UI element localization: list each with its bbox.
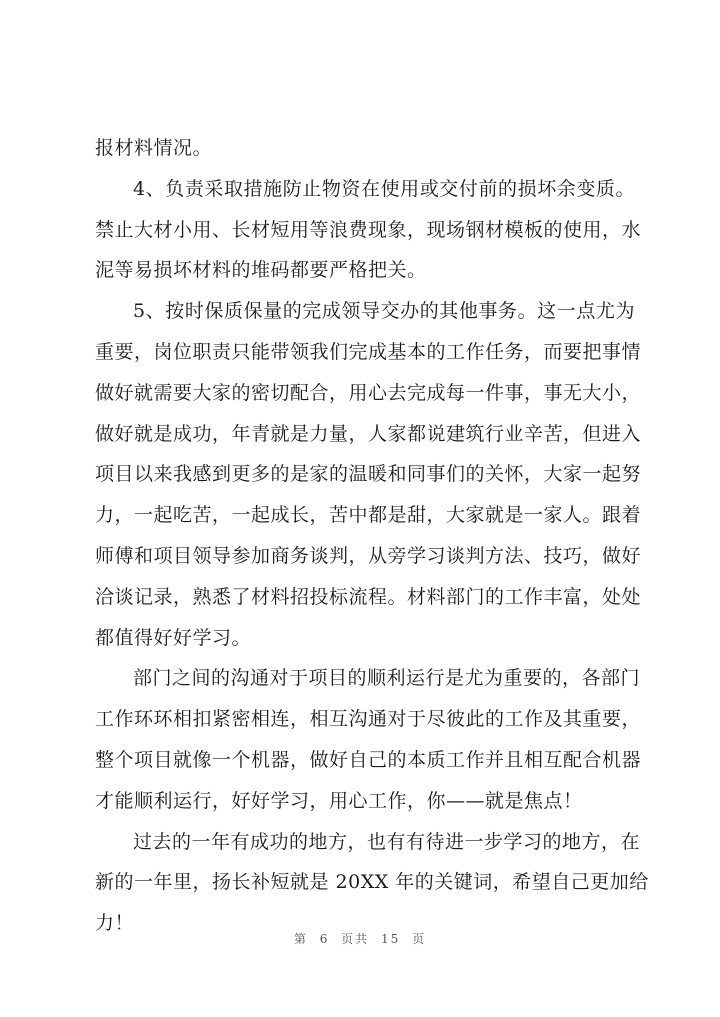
paragraph-line: 报材料情况。 [95,137,213,159]
paragraph-line: 新的一年里，扬长补短就是 20XX 年的关键词，希望自己更加给 [95,871,649,894]
paragraph-line: 工作环环相扣紧密相连，相互沟通对于尽彼此的工作及其重要， [95,708,642,731]
paragraph-line: 5、按时保质保量的完成领导交办的其他事务。这一点尤为 [133,300,635,323]
document-body [95,128,649,944]
paragraph-line: 做好就是成功，年青就是力量，人家都说建筑行业辛苦，但进入 [95,422,642,445]
paragraph-line: 禁止大材小用、长材短用等浪费现象，现场钢材模板的使用，水 [95,218,642,241]
paragraph [95,658,642,821]
paragraph [95,128,635,169]
footer-page-label: 页共 [341,932,370,946]
page-footer [0,930,720,947]
paragraph-line: 力，一起吃苦，一起成长，苦中都是甜，大家就是一家人。跟着 [95,504,642,527]
paragraph-line: 洽谈记录，熟悉了材料招投标流程。材料部门的工作丰富，处处 [95,585,642,608]
paragraph-line: 过去的一年有成功的地方，也有有待进一步学习的地方，在 [133,830,641,853]
footer-total-pages: 15 [381,932,401,946]
paragraph [95,822,649,944]
footer-current-page: 6 [319,932,330,946]
footer-prefix: 第 [293,932,308,946]
paragraph-line: 4、负责采取措施防止物资在使用或交付前的损坏余变质。 [133,177,635,200]
paragraph-line: 力！ [95,912,135,935]
paragraph-line: 都值得好好学习。 [95,626,252,649]
paragraph-line: 才能顺利运行，好好学习，用心工作，你——就是焦点！ [95,789,583,812]
paragraph-line: 泥等易损坏材料的堆码都要严格把关。 [95,259,427,282]
paragraph-line: 整个项目就像一个机器，做好自己的本质工作并且相互配合机器 [95,748,642,771]
paragraph [95,291,642,658]
paragraph-line: 部门之间的沟通对于项目的顺利运行是尤为重要的，各部门 [133,667,641,690]
paragraph [95,169,642,291]
paragraph-line: 师傅和项目领导参加商务谈判，从旁学习谈判方法、技巧，做好 [95,544,642,567]
footer-suffix: 页 [412,932,427,946]
paragraph-line: 项目以来我感到更多的是家的温暖和同事们的关怀，大家一起努 [95,463,642,486]
paragraph-line: 做好就需要大家的密切配合，用心去完成每一件事，事无大小， [95,381,642,404]
paragraph-line: 重要，岗位职责只能带领我们完成基本的工作任务，而要把事情 [95,340,642,363]
